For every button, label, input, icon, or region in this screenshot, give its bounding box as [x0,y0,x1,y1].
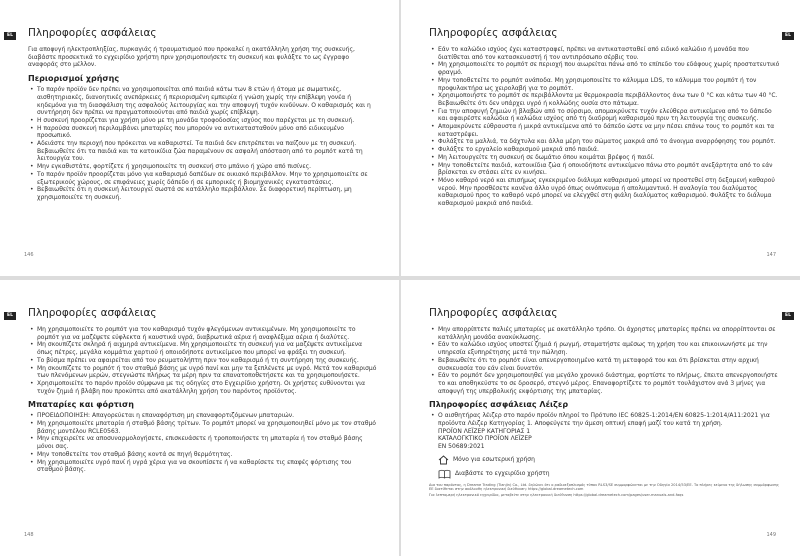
safety-list [28,326,379,395]
list-item: • Εάν το καλώδιο ισχύος υποστεί ζημιά ή ρωγμή, σταματήστε αμέσως τη χρήση του και επικοινωνήστε με την υπηρεσία εξυπηρέτησης μετά την πώληση. [429,341,780,356]
page-number: 146 [24,252,34,258]
list-item: • Χρησιμοποιείτε το παρόν προϊόν σύμφωνα με τις οδηγίες στο Εγχειρίδιο χρήστη. Οι χρήστες ευθύνονται για τυχόν ζημιά ή βλάβη που προκύπτει από ακατάλληλη χρήση του παρόντος προϊόντος. [28,380,379,395]
page-title: Πληροφορίες ασφάλειας [28,307,157,319]
list-item: • Το παρόν προϊόν δεν πρέπει να χρησιμοποιείται από παιδιά κάτω των 8 ετών ή άτομα με σωματικές, αισθητηριακές, διανοητικές ανεπάρκειες ή περιορισμένη εμπειρία ή γνώση χωρίς την επίβλεψη γονέα ή κηδεμόνα για τη διασφάλιση της ασφαλούς λειτουργίας και την αποφυγή τυχόν κινδύνων. Ο καθαρισμός και η συντήρηση δεν πρέπει να πραγματοποιούνται από παιδιά χωρίς επίβλεψη. [28,86,379,117]
indoor-use-label: Μόνο για εσωτερική χρήση [453,456,535,464]
list-item: • Αδειάστε την περιοχή που πρόκειται να καθαριστεί. Τα παιδιά δεν επιτρέπεται να παίζουν με τη συσκευή. Βεβαιωθείτε ότι τα παιδιά και τα κατοικίδια ζώα παραμένουν σε ασφαλή απόσταση από το ρομπότ κατά τη λειτουργία του. [28,140,379,163]
list-item: • Φυλάξτε τα μαλλιά, τα δάχτυλα και άλλα μέρη του σώματος μακριά από το άνοιγμα αναρρόφησης του ρομπότ. [429,138,780,146]
page-title: Πληροφορίες ασφάλειας [429,27,558,39]
book-icon [438,469,451,479]
list-item: • Μην εγκαθιστάτε, φορτίζετε ή χρησιμοποιείτε τη συσκευή στο μπάνιο ή χώρο από πισίνες. [28,163,379,171]
battery-list [28,412,379,474]
page-title: Πληροφορίες ασφάλειας [28,27,157,39]
page-title: Πληροφορίες ασφάλειας [429,307,558,319]
list-item: • Μη χρησιμοποιείτε μπαταρία ή σταθμό βάσης τρίτων. Το ρομπότ μπορεί να χρησιμοποιηθεί μόνο με τον σταθμό βάσης μοντέλου RCLE0563. [28,420,379,435]
section-title: Μπαταρίες και φόρτιση [28,400,134,410]
read-manual-row [429,469,780,479]
laser-class-label: KATAΛΟΓΚΤΙΚΟ ΠΡΟΪΟΝ ΛΕΪΖΕΡ [438,435,532,443]
manual-link-text: Για λεπτομερή ηλεκτρονικό εγχειρίδιο, μεταβείτε στην ηλεκτρονική διεύθυνση https://global.dreametech.com/pages/user-manuals-and-faqs [429,493,684,498]
section-title: Πληροφορίες ασφάλειας Λέιζερ [429,400,569,410]
list-item: • Μόνο καθαρό νερό και επισήμως εγκεκριμένο διάλυμα καθαρισμού μπορεί να προστεθεί στη δεξαμενή καθαρού νερού. Μην προσθέσετε κανένα άλλο υγρό όπως οινόπνευμα ή απολυμαντικό. Η αναλογία του διαλύματος καθαρισμού προς το καθαρό νερό μπορεί να ελεγχθεί στη φιάλη διαλύματος καθαρισμού. Φυλάξτε το διάλυμα καθαρισμού μακριά από παιδιά. [429,177,780,208]
list-item: • Για την αποφυγή ζημιών ή βλαβών από το σύρσιμο, απομακρύνετε τυχόν ελεύθερα αντικείμενα από το δάπεδο και αφαιρέστε καλώδια ή καλώδια ισχύος από τη διαδρομή καθαρισμού πριν τη λειτουργία της συσκευής. [429,108,780,123]
laser-class-label: ΠΡΟΪΟΝ ΛΕΪΖΕΡ ΚΑΤΗΓΟΡΙΑΣ 1 [438,427,531,435]
declaration-text: Δια του παρόντος, η Dreame Trading (Tianjin) Co., Ltd. δηλώνει ότι ο ραδιοεξοπλισμός τύπου RLS3/SE συμμορφώνεται με την Οδηγία 2014/53/ΕΕ. Το πλήρες κείμενο της δήλωσης συμμόρφωσης ΕΕ διατίθεται στην ακόλουθη ηλεκτρονική διεύθυνση: https://global.dreametech.com [429,482,779,492]
indoor-use-row [429,455,780,465]
language-tag: EL [782,312,794,320]
list-item: • Η παρούσα συσκευή περιλαμβάνει μπαταρίες που μπορούν να αντικατασταθούν μόνο από ειδικευμένο προσωπικό. [28,125,379,140]
list-item: • Το παρόν προϊόν προορίζεται μόνο για καθαρισμό δαπέδων σε οικιακό περιβάλλον. Μην το χρησιμοποιείτε σε εξωτερικούς χώρους, σε επιφάνειες χωρίς δάπεδο ή σε εμπορικές ή βιομηχανικές εγκαταστάσεις. [28,171,379,186]
list-item: • ΠΡΟΕΙΔΟΠΟΙΗΣΗ: Απαγορεύεται η επαναφόρτιση μη επαναφορτιζόμενων μπαταριών. [28,412,379,420]
list-item: • Χρησιμοποιήστε το ρομπότ σε περιβάλλοντα με θερμοκρασία περιβάλλοντος άνω των 0 °C και κάτω των 40 °C. Βεβαιωθείτε ότι δεν υπάρχει υγρό ή κολλώδης ουσία στο πάτωμα. [429,92,780,107]
list-item: • Ο αισθητήρας λέιζερ στο παρόν προϊόν πληροί το Πρότυπο IEC 60825-1:2014/EN 60825-1:2014/A11:2021 για προϊόντα Λέιζερ Κατηγορίας 1. Αποφεύγετε την άμεση οπτική επαφή μαζί του κατά τη χρήση. [429,412,780,427]
page-number: 147 [766,252,776,258]
list-item: • Απομακρύνετε εύθραυστα ή μικρά αντικείμενα από το δάπεδο ώστε να μην πέσει επάνω τους το ρομπότ και τα καταστρέψει. [429,123,780,138]
list-item: • Το βύσμα πρέπει να αφαιρείται από τον ρευματολήπτη πριν τον καθαρισμό ή τη συντήρηση της συσκευής. [28,357,379,365]
language-tag: EL [4,312,16,320]
language-tag: EL [4,32,16,40]
page-number: 149 [766,532,776,538]
list-item: • Μη σκουπίζετε το ρομπότ ή τον σταθμό βάσης με υγρό πανί και μην τα ξεπλένετε με υγρό. Μετά τον καθαρισμό των πλενόμενων μερών, στεγνώστε πλήρως τα μέρη πριν τα επανατοποθετήσετε και τα χρησιμοποιήσετε. [28,365,379,380]
list-item: • Μη σκουπίζετε σκληρά ή αιχμηρά αντικείμενα. Μη χρησιμοποιείτε τη συσκευή για να μαζέψετε αντικείμενα όπως πέτρες, μεγάλα κομμάτια χαρτιού ή οποιοδήποτε αντικείμενο που μπορεί να φράξει τη συσκευή. [28,341,379,356]
page-148 [0,280,399,556]
list-item: • Εάν το ρομπότ δεν χρησιμοποιηθεί για μεγάλο χρονικό διάστημα, φορτίστε το πλήρως, έπειτα απενεργοποιήστε το και αποθηκεύστε το σε δροσερό, στεγνό μέρος. Επαναφορτίζετε το ρομπότ τουλάχιστον ανά 3 μήνες για αποφυγή της υπερβολικής εκφόρτισης της μπαταρίας. [429,372,780,395]
list-item: • Μη λειτουργείτε τη συσκευή σε δωμάτιο όπου κοιμάται βρέφος ή παιδί. [429,154,780,162]
laser-list [429,412,780,427]
list-item: • Μην τοποθετείτε τον σταθμό βάσης κοντά σε πηγή θερμότητας. [28,451,379,459]
list-item: • Βεβαιωθείτε ότι η συσκευή λειτουργεί σωστά σε κατάλληλο περιβάλλον. Σε διαφορετική περίπτωση, μη χρησιμοποιείτε τη συσκευή. [28,186,379,201]
list-item: • Μην τοποθετείτε παιδιά, κατοικίδια ζώα ή οποιοδήποτε αντικείμενο πάνω στο ρομπότ ανεξάρτητα από το εάν βρίσκεται εν στάσει είτε εν κινήσει. [429,162,780,177]
section-title: Περιορισμοί χρήσης [28,74,120,84]
list-item: • Μη χρησιμοποιείτε το ρομπότ για τον καθαρισμό τυχόν φλεγόμενων αντικειμένων. Μη χρησιμοποιείτε το ρομπότ για να μαζέψετε εύφλεκτα ή καυστικά υγρά, διαβρωτικά αέρια ή αναφλέξιμα αέρια ή διαλύτες. [28,326,379,341]
list-item: • Μη χρησιμοποιείτε υγρό πανί ή υγρά χέρια για να σκουπίσετε ή να καθαρίσετε τις επαφές φόρτισης του σταθμού βάσης. [28,459,379,474]
safety-list [429,46,780,208]
list-item: • Η συσκευή προορίζεται για χρήση μόνο με τη μονάδα τροφοδοσίας ισχύος που παρέχεται με τη συσκευή. [28,117,379,125]
intro-text: Για αποφυγή ηλεκτροπληξίας, πυρκαγιάς ή τραυματισμού που προκαλεί η ακατάλληλη χρήση της συσκευής, διαβάστε προσεκτικά το εγχειρίδιο χρήστη πριν χρησιμοποιήσετε τη συσκευή και φυλάξτε το ως έγγραφο αναφοράς στο μέλλον. [28,46,355,69]
standard-label: EN 50689:2021 [438,443,485,451]
house-icon [438,455,449,465]
page-number: 148 [24,532,34,538]
page-147 [401,0,800,276]
list-item: • Μην τοποθετείτε το ρομπότ ανάποδα. Μη χρησιμοποιείτε το κάλυμμα LDS, το κάλυμμα του ρομπότ ή τον προφυλακτήρα ως χειρολαβή για το ρομπότ. [429,77,780,92]
list-item: • Εάν το καλώδιο ισχύος έχει καταστραφεί, πρέπει να αντικατασταθεί από ειδικό καλώδιο ή μονάδα που διατίθεται από τον κατασκευαστή ή τον αντιπρόσωπο σέρβις του. [429,46,780,61]
list-item: • Μη χρησιμοποιείτε το ρομπότ σε περιοχή που αιωρείται πάνω από το επίπεδο του εδάφους χωρίς προστατευτικό φραγμό. [429,61,780,76]
page-149 [401,280,800,556]
read-manual-label: Διαβάστε το εγχειρίδιο χρήστη [455,470,550,478]
list-item: • Μην απορρίπτετε παλιές μπαταρίες με ακατάλληλο τρόπο. Οι άχρηστες μπαταρίες πρέπει να απορρίπτονται σε κατάλληλη μονάδα ανακύκλωσης. [429,326,780,341]
list-item: • Φυλάξτε το εργαλείο καθαρισμού μακριά από παιδιά. [429,146,780,154]
list-item: • Μην επιχειρείτε να αποσυναρμολογήσετε, επισκευάσετε ή τροποποιήσετε τη μπαταρία ή τον σταθμό βάσης μόνοι σας. [28,435,379,450]
page-146 [0,0,399,276]
language-tag: EL [782,32,794,40]
safety-list [28,86,379,202]
safety-list [429,326,780,395]
list-item: • Βεβαιωθείτε ότι το ρομπότ είναι απενεργοποιημένο κατά τη μεταφορά του και ότι βρίσκεται στην αρχική συσκευασία του εάν είναι δυνατόν. [429,357,780,372]
